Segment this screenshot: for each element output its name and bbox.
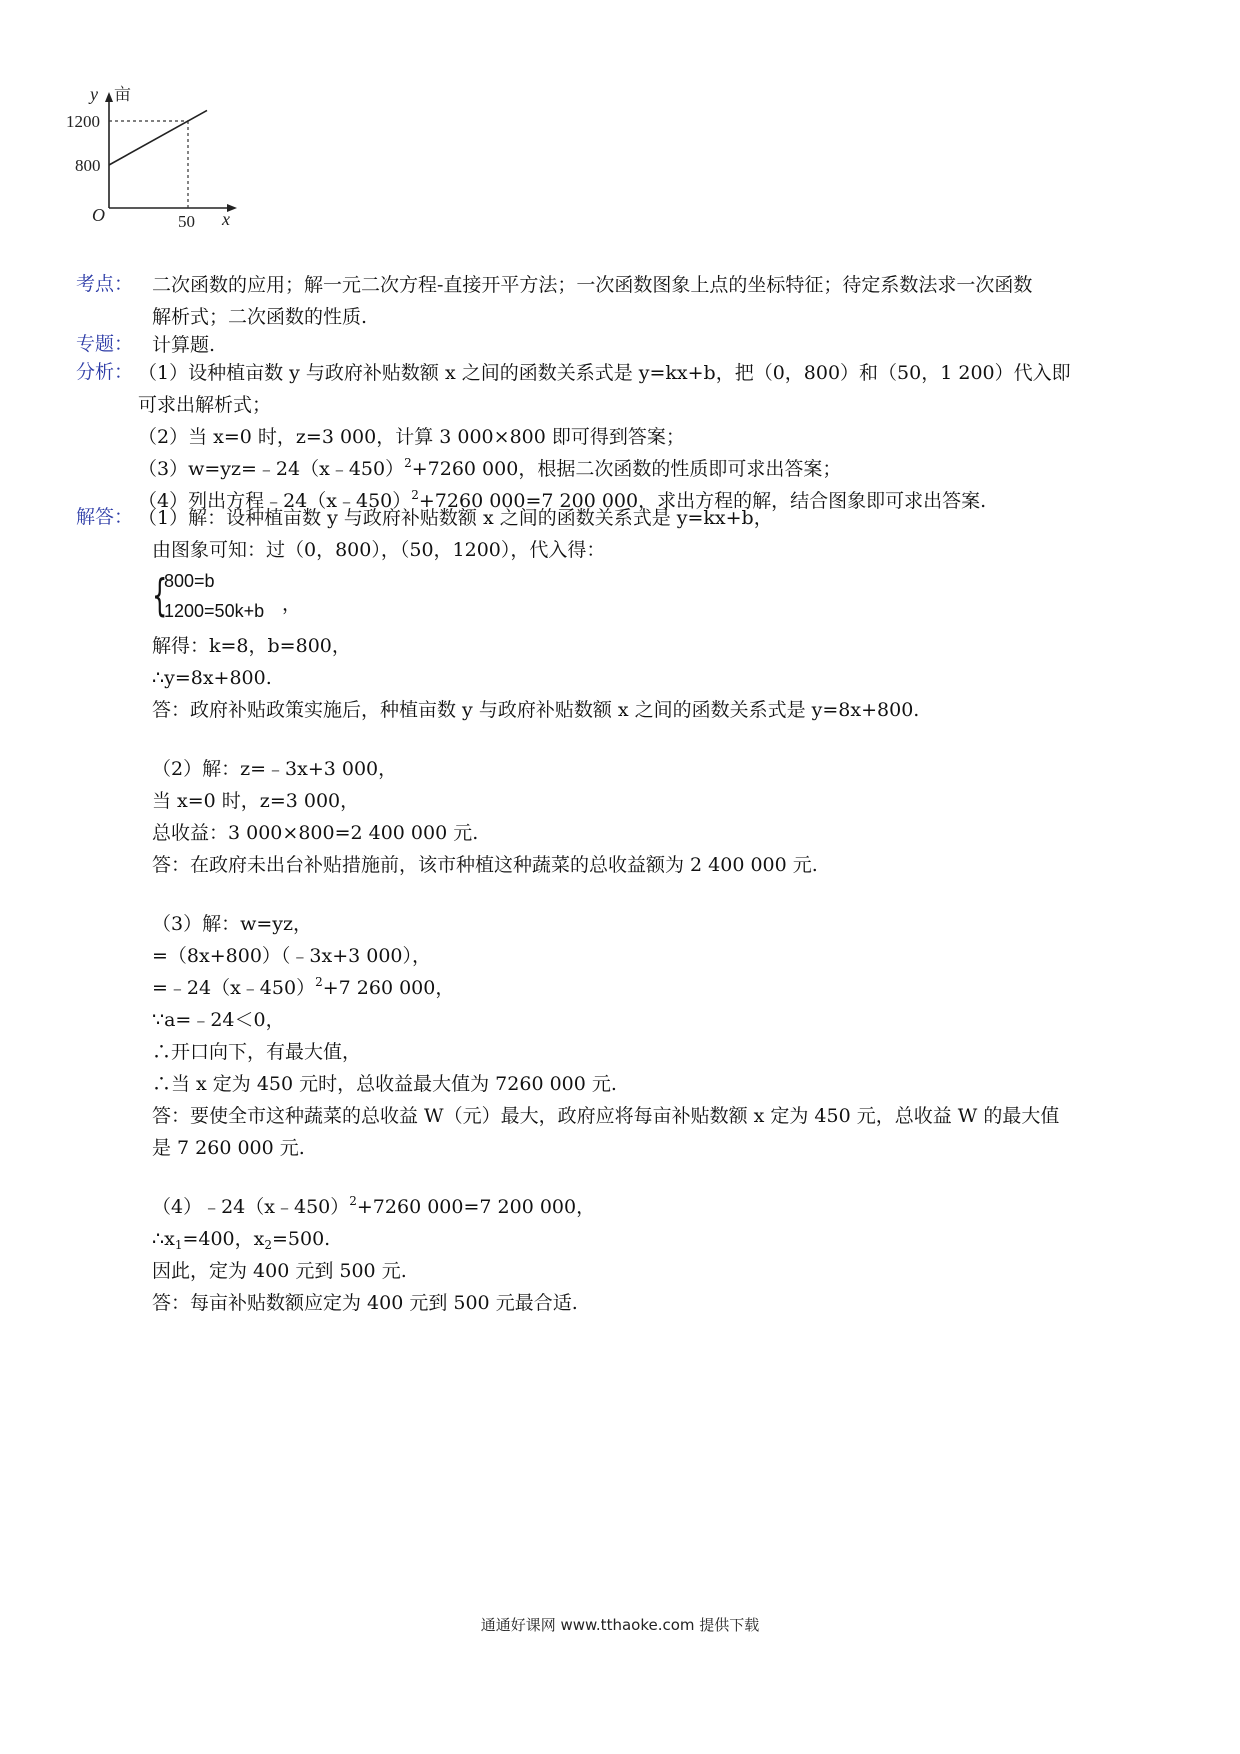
y-axis-label: y: [90, 84, 98, 104]
line-graph: [66, 84, 250, 238]
y-tick-1200: 1200: [66, 112, 100, 131]
zhuanti-text: 计算题.: [152, 334, 216, 356]
jieda-p4-line-2b: =400，x: [182, 1228, 265, 1250]
jieda-p4-line-4: 答：每亩补贴数额应定为 400 元到 500 元最合适.: [152, 1292, 578, 1314]
x-tick-50: 50: [178, 212, 195, 231]
jieda-p4-line-2a: ∴x: [152, 1228, 175, 1250]
fenxi-line-4-sup: 2: [411, 488, 419, 502]
kaodian-line-1: 二次函数的应用；解一元二次方程-直接开平方法；一次函数图象上点的坐标特征；待定系数法求一次函数: [152, 274, 1033, 296]
jieda-p4-line-1-sup: 2: [349, 1194, 357, 1208]
x-axis-label: x: [222, 209, 230, 229]
jieda-p1-line-1: （1）解：设种植亩数 y 与政府补贴数额 x 之间的函数关系式是 y=kx+b，: [138, 507, 773, 529]
jieda-p4-line-1: [152, 1191, 1176, 1223]
kaodian-line-2: 解析式；二次函数的性质.: [152, 306, 368, 328]
fenxi-line-3-sup: 2: [404, 456, 412, 470]
jieda-p4-line-1a: （4）﹣24（x﹣450）: [152, 1196, 350, 1218]
jieda-p4-line-3: 因此，定为 400 元到 500 元.: [152, 1260, 407, 1282]
jieda-p2-line-1: （2）解：z=﹣3x+3 000，: [152, 758, 398, 780]
page-footer: 通通好课网 www.tthaoke.com 提供下载: [480, 1616, 760, 1634]
fenxi-line-3a: （3）w=yz=﹣24（x﹣450）: [138, 458, 405, 480]
fenxi-line-1b: 可求出解析式；: [138, 394, 272, 416]
kaodian-section: [76, 269, 1176, 333]
equation-2: 1200=50k+b: [164, 601, 265, 621]
jieda-p3-line-7a: 答：要使全市这种蔬菜的总收益 W（元）最大，政府应将每亩补贴数额 x 定为 450 元，总收益 W 的最大值: [152, 1105, 1060, 1127]
jieda-p3-line-6: ∴当 x 定为 450 元时，总收益最大值为 7260 000 元.: [152, 1073, 617, 1095]
fenxi-line-4a: （4）列出方程﹣24（x﹣450）: [138, 490, 412, 512]
jieda-section: [76, 502, 1176, 1319]
equation-1: 800=b: [164, 571, 215, 591]
jieda-label: 解答：: [76, 506, 134, 528]
jieda-p4-line-2c: =500.: [272, 1228, 331, 1250]
jieda-p1-line-4: ∴y=8x+800.: [152, 667, 272, 689]
fenxi-line-1a: （1）设种植亩数 y 与政府补贴数额 x 之间的函数关系式是 y=kx+b，把（0，800）和（50，1 200）代入即: [138, 362, 1071, 384]
jieda-p2-line-3: 总收益：3 000×800=2 400 000 元.: [152, 822, 479, 844]
jieda-p3-line-4: ∵a=﹣24＜0，: [152, 1009, 285, 1031]
jieda-p3-line-1: （3）解：w=yz，: [152, 913, 313, 935]
jieda-p2-line-2: 当 x=0 时，z=3 000，: [152, 790, 360, 812]
jieda-p4-line-1b: +7260 000=7 200 000，: [356, 1196, 596, 1218]
jieda-p4-sub-1: 1: [174, 1238, 183, 1252]
jieda-p1-line-5: 答：政府补贴政策实施后，种植亩数 y 与政府补贴数额 x 之间的函数关系式是 y=8x+800.: [152, 699, 920, 721]
jieda-p4-line-2: [152, 1223, 1176, 1255]
y-tick-800: 800: [75, 156, 101, 175]
jieda-p3-line-3-sup: 2: [315, 975, 323, 989]
jieda-p3-line-3b: +7 260 000，: [322, 977, 455, 999]
fenxi-line-2: （2）当 x=0 时，z=3 000，计算 3 000×800 即可得到答案；: [138, 426, 685, 448]
jieda-p1-line-3: 解得：k=8，b=800，: [152, 635, 351, 657]
fenxi-line-3b: +7260 000，根据二次函数的性质即可求出答案；: [411, 458, 842, 480]
jieda-p1-line-2: 由图象可知：过（0，800），（50，1200），代入得：: [152, 539, 606, 561]
jieda-p2-line-4: 答：在政府未出台补贴措施前，该市种植这种蔬菜的总收益额为 2 400 000 元.: [152, 854, 818, 876]
kaodian-label: 考点：: [76, 273, 134, 295]
fenxi-section: [76, 357, 1176, 517]
jieda-p3-line-3a: =﹣24（x﹣450）: [152, 977, 316, 999]
y-axis-arrow: [105, 92, 113, 102]
jieda-p4-sub-2: 2: [264, 1238, 272, 1252]
origin-label: O: [92, 205, 105, 225]
equation-comma: ，: [282, 593, 302, 615]
jieda-p3-line-2: =（8x+800）（﹣3x+3 000），: [152, 945, 432, 967]
fenxi-line-4b: +7260 000=7 200 000，求出方程的解，结合图象即可求出答案.: [418, 490, 987, 512]
zhuanti-label: 专题：: [76, 333, 134, 355]
jieda-p3-line-7b: 是 7 260 000 元.: [152, 1137, 305, 1159]
jieda-p3-line-5: ∴开口向下，有最大值，: [152, 1041, 362, 1063]
jieda-p3-line-3: [152, 972, 1176, 1004]
brace-glyph: {: [152, 570, 168, 621]
y-unit-label: 亩: [114, 85, 131, 104]
equation-system: [152, 566, 1176, 630]
fenxi-line-3: [138, 453, 1176, 485]
function-line: [109, 110, 207, 165]
fenxi-label: 分析：: [76, 361, 134, 383]
